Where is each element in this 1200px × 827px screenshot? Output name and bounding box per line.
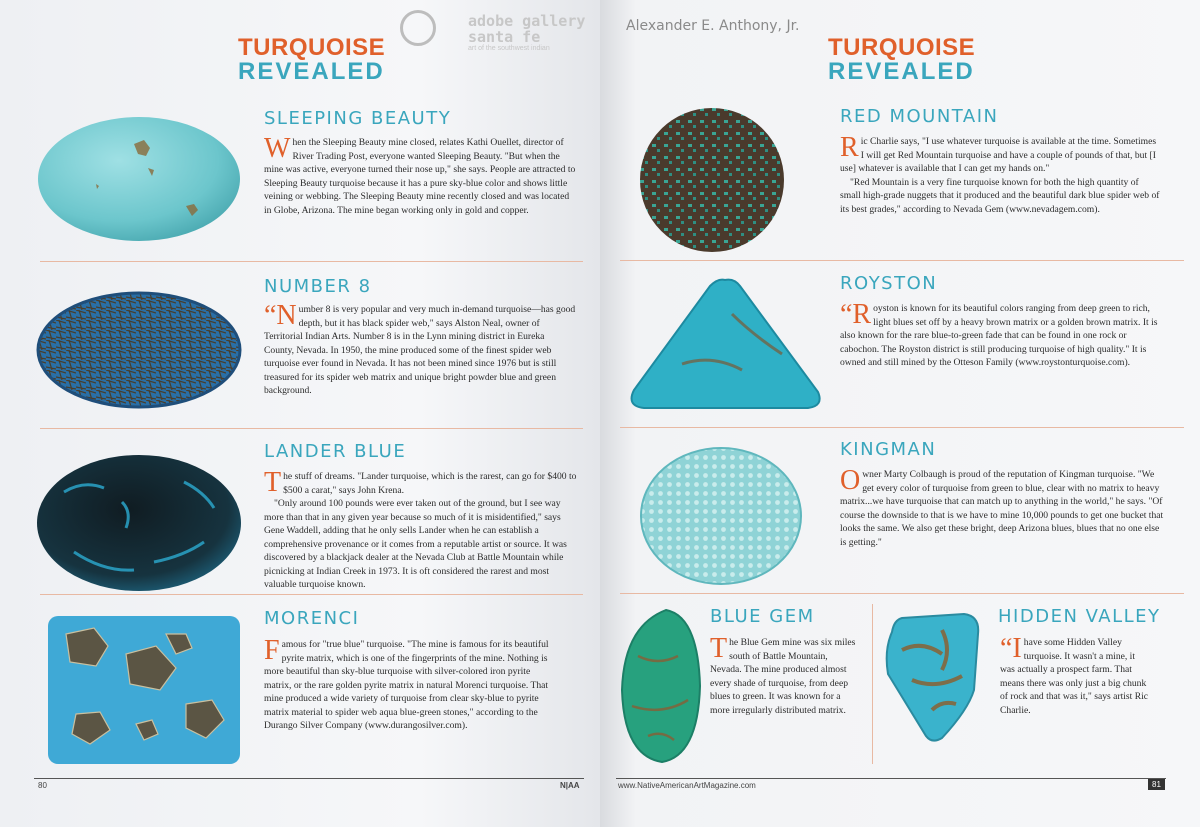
dropcap: T [710, 633, 728, 664]
section-heading-kingman: KINGMAN [840, 439, 937, 460]
page-number-right: 81 [1148, 779, 1165, 790]
brand-logo [828, 34, 976, 85]
gallery-watermark [400, 10, 612, 52]
brand-line2: REVEALED [238, 58, 385, 85]
paragraph: hen the Sleeping Beauty mine closed, relates Kathi Ouellet, director of River Trading Post, everyone wanted Sleeping Beauty. "But when the mine was active, everyone turned their nose up," she says. People are attracted to Sleeping Beauty turquoise because it has a pure sky-blue color and shows little veining or webbing. The Sleeping Beauty mine recently closed and was located in Globe, Arizona. The mine began working only in gold and copper. [264, 137, 576, 216]
section-divider [620, 427, 1184, 428]
section-heading-royston: ROYSTON [840, 273, 938, 294]
gallery-tagline: art of the southwest indian [468, 45, 550, 52]
red-mountain-stone-image [638, 106, 786, 254]
section-body-red-mountain [840, 132, 1160, 216]
paragraph: "Only around 100 pounds were ever taken out of the ground, but I see way more than that in any given year because so much of it is misidentified," says Gene Waddell, adding that he only sells Lander when he can establish a comprehensive provenance or it comes from a reputable artist or source. It was discovered by a blackjack dealer at the Nevada Club at Battle Mountain while picnicking at Indian Creek in 1973. It is oft considered the rarest and most valuable turquoise known. [264, 498, 567, 590]
paragraph: wner Marty Colbaugh is proud of the reputation of Kingman turquoise. "We get every color of turquoise from green to blue, clear with no matrix to heavy matrix...we have turquoise that can match up to anything in the world," he says. "Of course the downside to that is we have to mine 10,000 pounds to get one bucket that looks the same. We also get these bright, deep Arizona blues, blues that no one else is getting." [840, 469, 1164, 548]
paragraph: he stuff of dreams. "Lander turquoise, which is the rarest, can go for $400 to $500 a carat," says John Krena. [283, 471, 577, 496]
dropcap: T [264, 467, 282, 498]
section-divider [40, 594, 583, 595]
section-heading-number-8: NUMBER 8 [264, 276, 372, 297]
number-8-stone-image [36, 290, 242, 410]
section-body-lander-blue [264, 467, 582, 592]
paragraph: amous for "true blue" turquoise. "The mine is famous for its beautiful pyrite matrix, which is one of the fingerprints of the mine. Nothing is more beautiful than sky-blue turquoise with silver-colored iron pyrite matrix, or the rare golden pyrite matrix in natural Morenci turquoise. That mine produced a wide variety of turquoise from clear sky-blue to pyrite matrix material to spider web aqua blue-green stones," according to the Durango Silver Company (www.durangosilver.com). [264, 639, 549, 731]
section-body-number-8 [264, 300, 576, 398]
dropcap: O [840, 465, 861, 496]
dropcap: “R [840, 299, 872, 330]
dropcap: “N [264, 300, 297, 331]
brand-line2: REVEALED [828, 58, 975, 85]
paragraph: ic Charlie says, "I use whatever turquoise is available at the time. Sometimes I will get Red Mountain turquoise and have a couple of pounds of that, but [I use] whatever is available that I can get my hands on." [840, 136, 1157, 174]
section-heading-sleeping-beauty: SLEEPING BEAUTY [264, 108, 452, 129]
dropcap: W [264, 133, 291, 164]
magazine-url: www.NativeAmericanArtMagazine.com [618, 781, 756, 790]
page-number-left: 80 [38, 781, 47, 790]
section-heading-lander-blue: LANDER BLUE [264, 441, 407, 462]
section-body-blue-gem [710, 633, 858, 717]
section-heading-morenci: MORENCI [264, 608, 360, 629]
section-body-kingman [840, 465, 1164, 549]
paragraph: "Red Mountain is a very fine turquoise known for both the high quantity of small high-grade nuggets that it produced and the beautiful dark blue spider web of its best grades," according to Nevada Gem (www.nevadagem.com). [840, 176, 1160, 215]
section-heading-blue-gem: BLUE GEM [710, 606, 815, 627]
right-page [600, 0, 1200, 827]
sleeping-beauty-stone-image [36, 114, 242, 244]
section-heading-red-mountain: RED MOUNTAIN [840, 106, 999, 127]
paragraph: oyston is known for its beautiful colors ranging from deep green to rich, light blues set off by a heavy brown matrix or a golden brown matrix. It is also known for the rare blue-to-green fade that can be found in one rock or cabochon. The Royston district is still producing turquoise of high quality." It is owned and still mined by the Otteson Family (www.roystonturquoise.com). [840, 303, 1158, 368]
hidden-valley-stone-image [882, 610, 986, 746]
section-body-royston [840, 299, 1166, 370]
gallery-logo-icon [400, 10, 436, 46]
photo-credit: Alexander E. Anthony, Jr. [626, 18, 800, 34]
brand-logo [238, 34, 386, 85]
dropcap: R [840, 132, 859, 163]
gallery-name-line2: santa fe [468, 28, 541, 46]
section-body-morenci [264, 635, 560, 733]
dropcap: “I [1000, 633, 1022, 664]
footer-rule [616, 778, 1166, 779]
gallery-name-line1: adobe gallery [468, 12, 586, 30]
section-divider [620, 593, 1184, 594]
section-divider [620, 260, 1184, 261]
blue-gem-stone-image [618, 606, 704, 766]
brand-line1: TURQUOISE [238, 34, 386, 61]
footer-rule [34, 778, 584, 779]
dropcap: F [264, 635, 280, 666]
magazine-mark: N|AA [560, 781, 580, 790]
lander-blue-stone-image [34, 452, 244, 594]
section-body-hidden-valley [1000, 633, 1152, 717]
section-divider [40, 261, 583, 262]
section-divider [40, 428, 583, 429]
paragraph: have some Hidden Valley turquoise. It wasn't a mine, it was actually a prospect farm. That means there was only just a big chunk of rock and that was it," says artist Ric Charlie. [1000, 637, 1149, 716]
morenci-stone-image [46, 614, 242, 766]
paragraph: umber 8 is very popular and very much in-demand turquoise—has good depth, but it has black spider web," says Alston Neal, owner of Territorial Indian Arts. Number 8 is in the Lynn mining district in Eureka County, Nevada. In 1950, the mine produced some of the finest spider web turquoise ever found in Nevada. It has not been mined since 1976 but is still treasured for its spider web matrix and unique bright powder blue and green background. [264, 304, 576, 396]
kingman-stone-image [638, 444, 804, 588]
section-heading-hidden-valley: HIDDEN VALLEY [998, 606, 1161, 627]
paragraph: he Blue Gem mine was six miles south of Battle Mountain, Nevada. The mine produced almost every shade of turquoise, from deep blues to green. It was known for a more irregularly distributed matrix. [710, 637, 856, 716]
section-body-sleeping-beauty [264, 133, 576, 217]
royston-stone-image [622, 274, 828, 414]
column-divider [872, 604, 873, 764]
brand-line1: TURQUOISE [828, 34, 976, 61]
